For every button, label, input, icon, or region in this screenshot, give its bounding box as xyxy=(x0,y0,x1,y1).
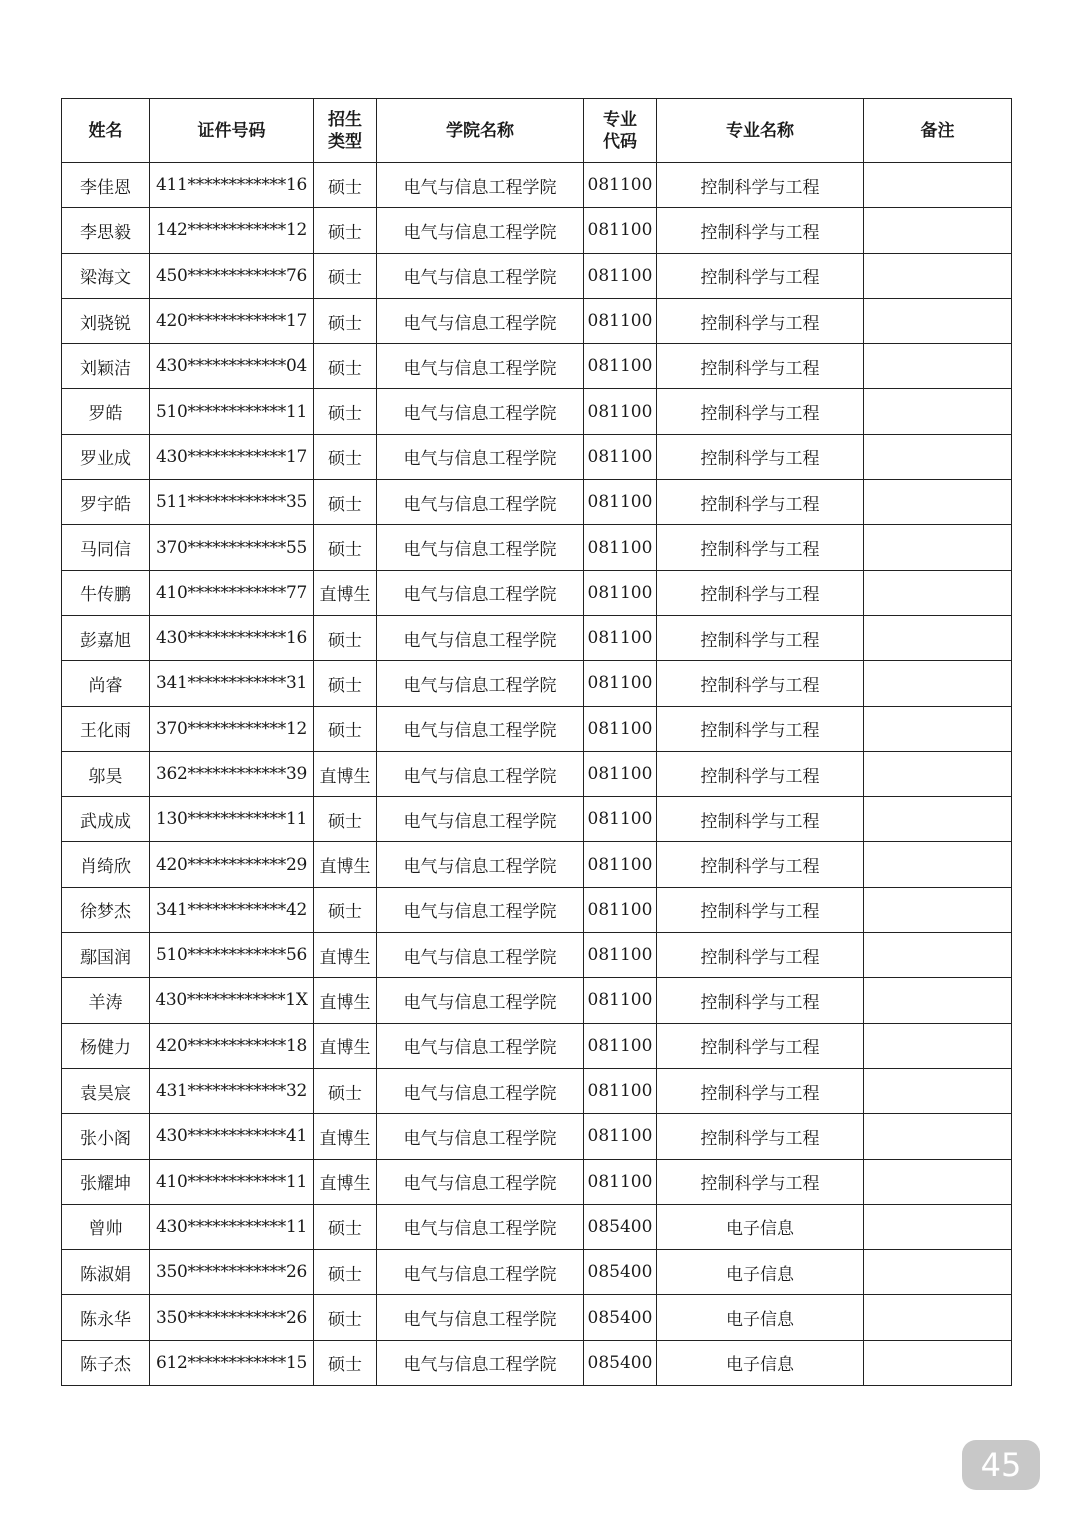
header-id-number: 证件号码 xyxy=(150,99,314,163)
cell-admission-type: 直博生 xyxy=(314,751,377,796)
cell-id-number: 430************1X xyxy=(150,978,314,1023)
cell-name: 李佳恩 xyxy=(62,163,150,208)
cell-major-name: 控制科学与工程 xyxy=(657,1159,864,1204)
cell-college: 电气与信息工程学院 xyxy=(377,163,584,208)
cell-major-name: 电子信息 xyxy=(657,1340,864,1385)
table-row xyxy=(62,208,1012,253)
table-row xyxy=(62,1340,1012,1385)
cell-id-number: 410************11 xyxy=(150,1159,314,1204)
cell-id-number: 420************18 xyxy=(150,1023,314,1068)
roster-body xyxy=(62,163,1012,1386)
cell-college: 电气与信息工程学院 xyxy=(377,1295,584,1340)
table-row xyxy=(62,751,1012,796)
cell-remark xyxy=(864,525,1012,570)
table-row xyxy=(62,887,1012,932)
cell-id-number: 350************26 xyxy=(150,1250,314,1295)
cell-admission-type: 直博生 xyxy=(314,1114,377,1159)
table-row xyxy=(62,163,1012,208)
cell-college: 电气与信息工程学院 xyxy=(377,615,584,660)
cell-major-code: 081100 xyxy=(584,1159,657,1204)
table-row xyxy=(62,661,1012,706)
cell-major-code: 081100 xyxy=(584,344,657,389)
cell-id-number: 370************12 xyxy=(150,706,314,751)
cell-admission-type: 直博生 xyxy=(314,1159,377,1204)
cell-id-number: 430************11 xyxy=(150,1204,314,1249)
cell-college: 电气与信息工程学院 xyxy=(377,933,584,978)
header-major-code-line1: 专业 xyxy=(603,109,637,130)
cell-major-name: 控制科学与工程 xyxy=(657,887,864,932)
cell-id-number: 341************31 xyxy=(150,661,314,706)
header-major-code-line2: 代码 xyxy=(603,131,637,152)
cell-college: 电气与信息工程学院 xyxy=(377,751,584,796)
cell-major-name: 控制科学与工程 xyxy=(657,208,864,253)
cell-name: 袁昊宸 xyxy=(62,1068,150,1113)
cell-admission-type: 直博生 xyxy=(314,978,377,1023)
cell-admission-type: 硕士 xyxy=(314,887,377,932)
cell-major-name: 控制科学与工程 xyxy=(657,1023,864,1068)
cell-major-name: 控制科学与工程 xyxy=(657,797,864,842)
cell-admission-type: 硕士 xyxy=(314,797,377,842)
cell-major-code: 081100 xyxy=(584,480,657,525)
table-row xyxy=(62,1295,1012,1340)
cell-remark xyxy=(864,661,1012,706)
table-row xyxy=(62,1068,1012,1113)
cell-admission-type: 硕士 xyxy=(314,661,377,706)
cell-id-number: 510************11 xyxy=(150,389,314,434)
cell-major-name: 控制科学与工程 xyxy=(657,706,864,751)
cell-id-number: 341************42 xyxy=(150,887,314,932)
cell-admission-type: 硕士 xyxy=(314,1340,377,1385)
cell-name: 尚睿 xyxy=(62,661,150,706)
table-row xyxy=(62,434,1012,479)
cell-admission-type: 直博生 xyxy=(314,933,377,978)
cell-name: 马同信 xyxy=(62,525,150,570)
cell-admission-type: 硕士 xyxy=(314,1295,377,1340)
cell-name: 陈子杰 xyxy=(62,1340,150,1385)
cell-major-code: 085400 xyxy=(584,1340,657,1385)
cell-major-name: 控制科学与工程 xyxy=(657,1114,864,1159)
cell-college: 电气与信息工程学院 xyxy=(377,706,584,751)
cell-remark xyxy=(864,1114,1012,1159)
cell-major-code: 081100 xyxy=(584,797,657,842)
cell-admission-type: 硕士 xyxy=(314,615,377,660)
cell-major-code: 081100 xyxy=(584,434,657,479)
cell-major-name: 控制科学与工程 xyxy=(657,1068,864,1113)
table-row xyxy=(62,933,1012,978)
cell-admission-type: 直博生 xyxy=(314,1023,377,1068)
table-row xyxy=(62,978,1012,1023)
cell-remark xyxy=(864,570,1012,615)
cell-remark xyxy=(864,887,1012,932)
cell-college: 电气与信息工程学院 xyxy=(377,887,584,932)
header-admission-type-line1: 招生 xyxy=(328,109,362,130)
cell-admission-type: 硕士 xyxy=(314,389,377,434)
cell-major-code: 081100 xyxy=(584,887,657,932)
cell-remark xyxy=(864,615,1012,660)
cell-major-name: 控制科学与工程 xyxy=(657,842,864,887)
cell-college: 电气与信息工程学院 xyxy=(377,525,584,570)
cell-remark xyxy=(864,1340,1012,1385)
table-row xyxy=(62,389,1012,434)
cell-college: 电气与信息工程学院 xyxy=(377,1250,584,1295)
cell-major-code: 081100 xyxy=(584,253,657,298)
table-row xyxy=(62,298,1012,343)
cell-name: 李思毅 xyxy=(62,208,150,253)
cell-name: 罗宇皓 xyxy=(62,480,150,525)
table-row xyxy=(62,1159,1012,1204)
cell-admission-type: 硕士 xyxy=(314,706,377,751)
cell-college: 电气与信息工程学院 xyxy=(377,1159,584,1204)
cell-admission-type: 硕士 xyxy=(314,208,377,253)
cell-major-code: 081100 xyxy=(584,978,657,1023)
table-row xyxy=(62,706,1012,751)
cell-remark xyxy=(864,389,1012,434)
header-name: 姓名 xyxy=(62,99,150,163)
admission-roster-table xyxy=(61,98,1012,1386)
cell-id-number: 362************39 xyxy=(150,751,314,796)
cell-remark xyxy=(864,434,1012,479)
cell-id-number: 130************11 xyxy=(150,797,314,842)
cell-major-code: 081100 xyxy=(584,570,657,615)
cell-remark xyxy=(864,842,1012,887)
cell-name: 陈淑娟 xyxy=(62,1250,150,1295)
cell-major-name: 控制科学与工程 xyxy=(657,253,864,298)
cell-id-number: 410************77 xyxy=(150,570,314,615)
cell-major-code: 085400 xyxy=(584,1295,657,1340)
cell-name: 陈永华 xyxy=(62,1295,150,1340)
cell-name: 曾帅 xyxy=(62,1204,150,1249)
cell-name: 肖绮欣 xyxy=(62,842,150,887)
cell-id-number: 420************17 xyxy=(150,298,314,343)
cell-major-code: 081100 xyxy=(584,661,657,706)
cell-major-code: 081100 xyxy=(584,933,657,978)
cell-admission-type: 硕士 xyxy=(314,525,377,570)
table-row xyxy=(62,525,1012,570)
cell-major-name: 控制科学与工程 xyxy=(657,661,864,706)
cell-major-name: 控制科学与工程 xyxy=(657,344,864,389)
header-remark: 备注 xyxy=(864,99,1012,163)
cell-name: 牛传鹏 xyxy=(62,570,150,615)
cell-major-code: 081100 xyxy=(584,1068,657,1113)
cell-major-name: 控制科学与工程 xyxy=(657,933,864,978)
cell-admission-type: 硕士 xyxy=(314,480,377,525)
cell-admission-type: 直博生 xyxy=(314,570,377,615)
cell-college: 电气与信息工程学院 xyxy=(377,1340,584,1385)
cell-id-number: 430************04 xyxy=(150,344,314,389)
cell-college: 电气与信息工程学院 xyxy=(377,570,584,615)
cell-id-number: 430************16 xyxy=(150,615,314,660)
cell-college: 电气与信息工程学院 xyxy=(377,480,584,525)
cell-admission-type: 硕士 xyxy=(314,344,377,389)
header-row xyxy=(62,99,1012,163)
cell-id-number: 370************55 xyxy=(150,525,314,570)
header-admission-type xyxy=(314,99,377,163)
cell-major-name: 电子信息 xyxy=(657,1250,864,1295)
cell-college: 电气与信息工程学院 xyxy=(377,978,584,1023)
cell-major-code: 081100 xyxy=(584,163,657,208)
table-row xyxy=(62,1114,1012,1159)
cell-college: 电气与信息工程学院 xyxy=(377,253,584,298)
cell-name: 张小阁 xyxy=(62,1114,150,1159)
header-admission-type-line2: 类型 xyxy=(328,131,362,152)
cell-name: 张耀坤 xyxy=(62,1159,150,1204)
cell-college: 电气与信息工程学院 xyxy=(377,434,584,479)
cell-admission-type: 硕士 xyxy=(314,1068,377,1113)
cell-major-code: 085400 xyxy=(584,1250,657,1295)
cell-major-code: 081100 xyxy=(584,389,657,434)
cell-remark xyxy=(864,253,1012,298)
cell-major-name: 控制科学与工程 xyxy=(657,480,864,525)
cell-name: 刘颖洁 xyxy=(62,344,150,389)
cell-remark xyxy=(864,208,1012,253)
cell-college: 电气与信息工程学院 xyxy=(377,344,584,389)
cell-college: 电气与信息工程学院 xyxy=(377,661,584,706)
cell-remark xyxy=(864,978,1012,1023)
cell-remark xyxy=(864,1204,1012,1249)
cell-college: 电气与信息工程学院 xyxy=(377,1068,584,1113)
cell-remark xyxy=(864,344,1012,389)
cell-name: 徐梦杰 xyxy=(62,887,150,932)
cell-remark xyxy=(864,1295,1012,1340)
cell-college: 电气与信息工程学院 xyxy=(377,842,584,887)
cell-major-code: 081100 xyxy=(584,751,657,796)
cell-college: 电气与信息工程学院 xyxy=(377,1204,584,1249)
table-row xyxy=(62,1204,1012,1249)
cell-remark xyxy=(864,298,1012,343)
cell-id-number: 411************16 xyxy=(150,163,314,208)
table-row xyxy=(62,842,1012,887)
cell-remark xyxy=(864,1023,1012,1068)
cell-name: 王化雨 xyxy=(62,706,150,751)
cell-id-number: 350************26 xyxy=(150,1295,314,1340)
cell-name: 刘骁锐 xyxy=(62,298,150,343)
header-major-code xyxy=(584,99,657,163)
table-row xyxy=(62,344,1012,389)
cell-major-code: 081100 xyxy=(584,1023,657,1068)
cell-admission-type: 硕士 xyxy=(314,253,377,298)
cell-id-number: 420************29 xyxy=(150,842,314,887)
header-college: 学院名称 xyxy=(377,99,584,163)
cell-admission-type: 硕士 xyxy=(314,1250,377,1295)
cell-id-number: 511************35 xyxy=(150,480,314,525)
cell-major-name: 控制科学与工程 xyxy=(657,525,864,570)
cell-major-name: 控制科学与工程 xyxy=(657,434,864,479)
cell-id-number: 612************15 xyxy=(150,1340,314,1385)
cell-remark xyxy=(864,1250,1012,1295)
cell-major-name: 控制科学与工程 xyxy=(657,389,864,434)
cell-admission-type: 硕士 xyxy=(314,163,377,208)
cell-admission-type: 硕士 xyxy=(314,1204,377,1249)
cell-id-number: 430************17 xyxy=(150,434,314,479)
cell-college: 电气与信息工程学院 xyxy=(377,389,584,434)
table-row xyxy=(62,1023,1012,1068)
cell-remark xyxy=(864,163,1012,208)
cell-major-name: 控制科学与工程 xyxy=(657,978,864,1023)
cell-name: 梁海文 xyxy=(62,253,150,298)
cell-name: 邬昊 xyxy=(62,751,150,796)
cell-major-code: 081100 xyxy=(584,706,657,751)
cell-college: 电气与信息工程学院 xyxy=(377,208,584,253)
cell-name: 罗业成 xyxy=(62,434,150,479)
table-row xyxy=(62,615,1012,660)
cell-remark xyxy=(864,1068,1012,1113)
cell-major-name: 电子信息 xyxy=(657,1295,864,1340)
cell-name: 鄢国润 xyxy=(62,933,150,978)
cell-remark xyxy=(864,751,1012,796)
cell-name: 杨健力 xyxy=(62,1023,150,1068)
cell-remark xyxy=(864,933,1012,978)
cell-major-code: 081100 xyxy=(584,525,657,570)
cell-remark xyxy=(864,1159,1012,1204)
table-row xyxy=(62,480,1012,525)
cell-major-code: 081100 xyxy=(584,1114,657,1159)
cell-id-number: 142************12 xyxy=(150,208,314,253)
cell-admission-type: 硕士 xyxy=(314,298,377,343)
cell-major-name: 电子信息 xyxy=(657,1204,864,1249)
cell-major-code: 081100 xyxy=(584,208,657,253)
cell-major-name: 控制科学与工程 xyxy=(657,298,864,343)
page-number-badge: 45 xyxy=(962,1440,1040,1490)
table-row xyxy=(62,797,1012,842)
cell-college: 电气与信息工程学院 xyxy=(377,1023,584,1068)
cell-major-code: 081100 xyxy=(584,298,657,343)
cell-id-number: 431************32 xyxy=(150,1068,314,1113)
cell-major-name: 控制科学与工程 xyxy=(657,751,864,796)
cell-major-code: 085400 xyxy=(584,1204,657,1249)
cell-admission-type: 直博生 xyxy=(314,842,377,887)
cell-id-number: 510************56 xyxy=(150,933,314,978)
cell-id-number: 450************76 xyxy=(150,253,314,298)
cell-remark xyxy=(864,706,1012,751)
cell-college: 电气与信息工程学院 xyxy=(377,797,584,842)
cell-name: 罗皓 xyxy=(62,389,150,434)
cell-major-code: 081100 xyxy=(584,842,657,887)
cell-major-name: 控制科学与工程 xyxy=(657,570,864,615)
cell-name: 武成成 xyxy=(62,797,150,842)
cell-college: 电气与信息工程学院 xyxy=(377,298,584,343)
cell-college: 电气与信息工程学院 xyxy=(377,1114,584,1159)
cell-major-name: 控制科学与工程 xyxy=(657,615,864,660)
cell-name: 羊涛 xyxy=(62,978,150,1023)
cell-id-number: 430************41 xyxy=(150,1114,314,1159)
table-row xyxy=(62,1250,1012,1295)
table-row xyxy=(62,253,1012,298)
cell-admission-type: 硕士 xyxy=(314,434,377,479)
cell-name: 彭嘉旭 xyxy=(62,615,150,660)
cell-remark xyxy=(864,480,1012,525)
table-row xyxy=(62,570,1012,615)
header-major-name: 专业名称 xyxy=(657,99,864,163)
cell-remark xyxy=(864,797,1012,842)
cell-major-code: 081100 xyxy=(584,615,657,660)
cell-major-name: 控制科学与工程 xyxy=(657,163,864,208)
